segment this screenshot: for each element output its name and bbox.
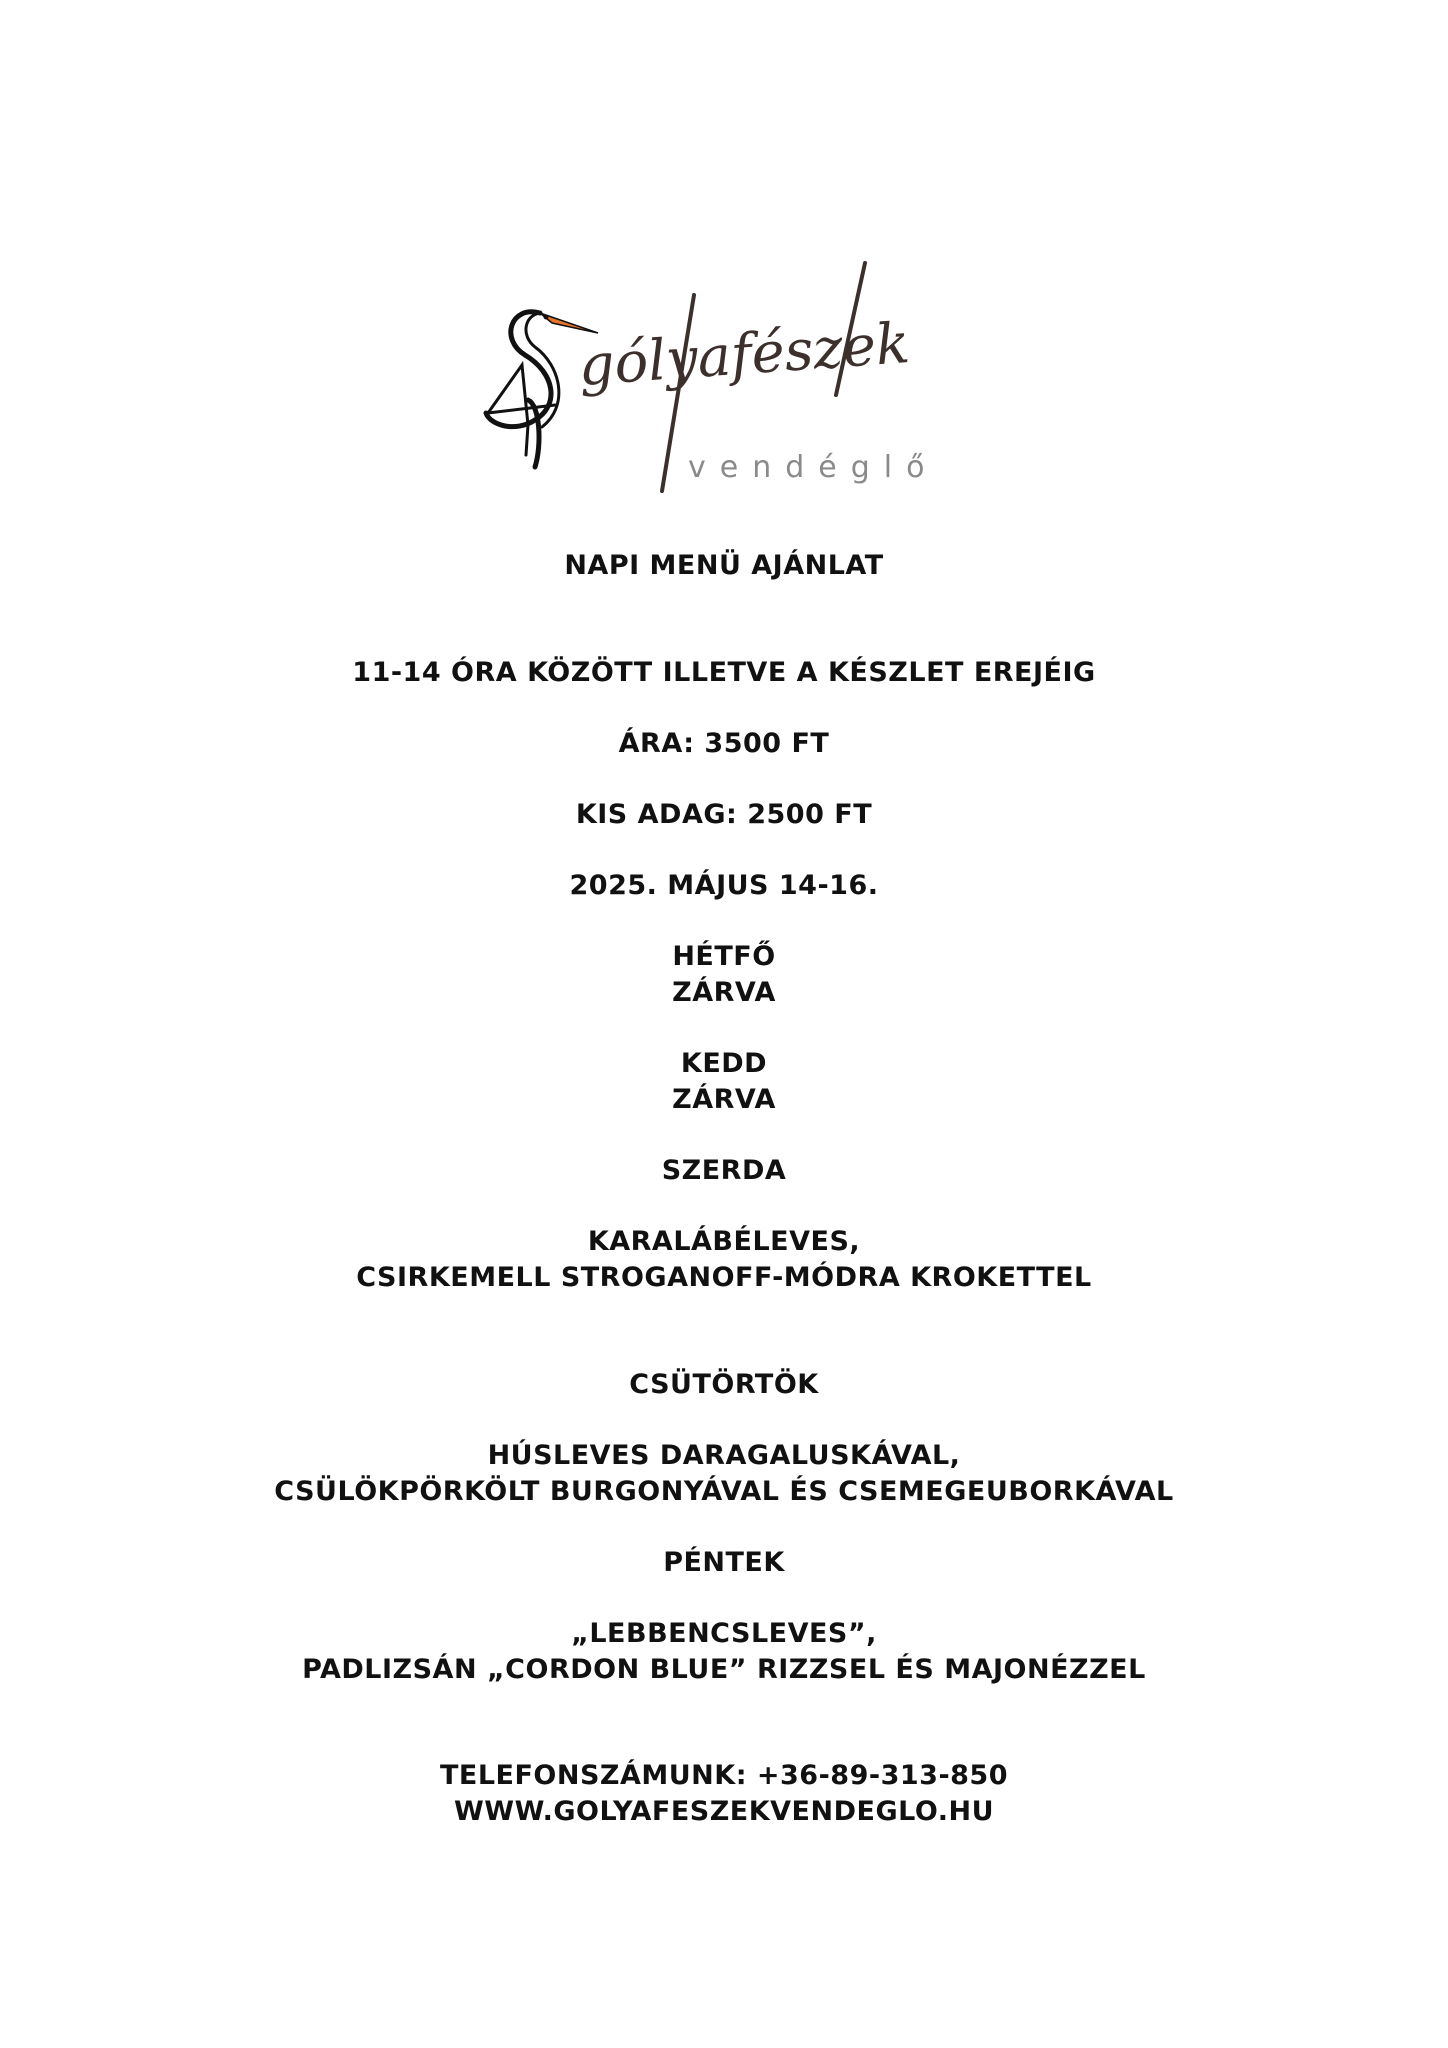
menu-title: NAPI MENÜ AJÁNLAT — [564, 550, 884, 581]
restaurant-logo — [480, 255, 980, 500]
day-friday-line-1: „LEBBENCSLEVES”, — [571, 1618, 877, 1649]
day-name-friday: PÉNTEK — [663, 1547, 785, 1578]
day-tuesday-line-1: ZÁRVA — [672, 1084, 776, 1115]
day-thursday-line-1: HÚSLEVES DARAGALUSKÁVAL, — [487, 1440, 961, 1471]
day-wednesday-line-1: KARALÁBÉLEVES, — [587, 1226, 861, 1257]
day-thursday-line-2: CSÜLÖKPÖRKÖLT BURGONYÁVAL ÉS CSEMEGEUBORKÁVAL — [274, 1476, 1174, 1507]
day-friday-line-2: PADLIZSÁN „CORDON BLUE” RIZZSEL ÉS MAJONÉZZEL — [302, 1654, 1146, 1685]
serving-hours: 11-14 ÓRA KÖZÖTT ILLETVE A KÉSZLET EREJÉIG — [352, 657, 1096, 688]
day-name-monday: HÉTFŐ — [672, 941, 776, 972]
logo-wordmark: gólyafészek — [576, 310, 912, 399]
price: ÁRA: 3500 FT — [618, 728, 830, 759]
menu-date: 2025. MÁJUS 14-16. — [569, 870, 879, 901]
website-url: WWW.GOLYAFESZEKVENDEGLO.HU — [454, 1796, 994, 1827]
logo-subtitle: vendéglő — [688, 450, 939, 485]
day-name-tuesday: KEDD — [680, 1048, 768, 1079]
day-monday-line-1: ZÁRVA — [672, 977, 776, 1008]
phone-number: TELEFONSZÁMUNK: +36-89-313-850 — [439, 1760, 1009, 1791]
day-wednesday-line-2: CSIRKEMELL STROGANOFF-MÓDRA KROKETTEL — [356, 1262, 1092, 1293]
day-name-thursday: CSÜTÖRTÖK — [629, 1369, 819, 1400]
day-name-wednesday: SZERDA — [661, 1155, 787, 1186]
small-portion-price: KIS ADAG: 2500 FT — [575, 799, 873, 830]
